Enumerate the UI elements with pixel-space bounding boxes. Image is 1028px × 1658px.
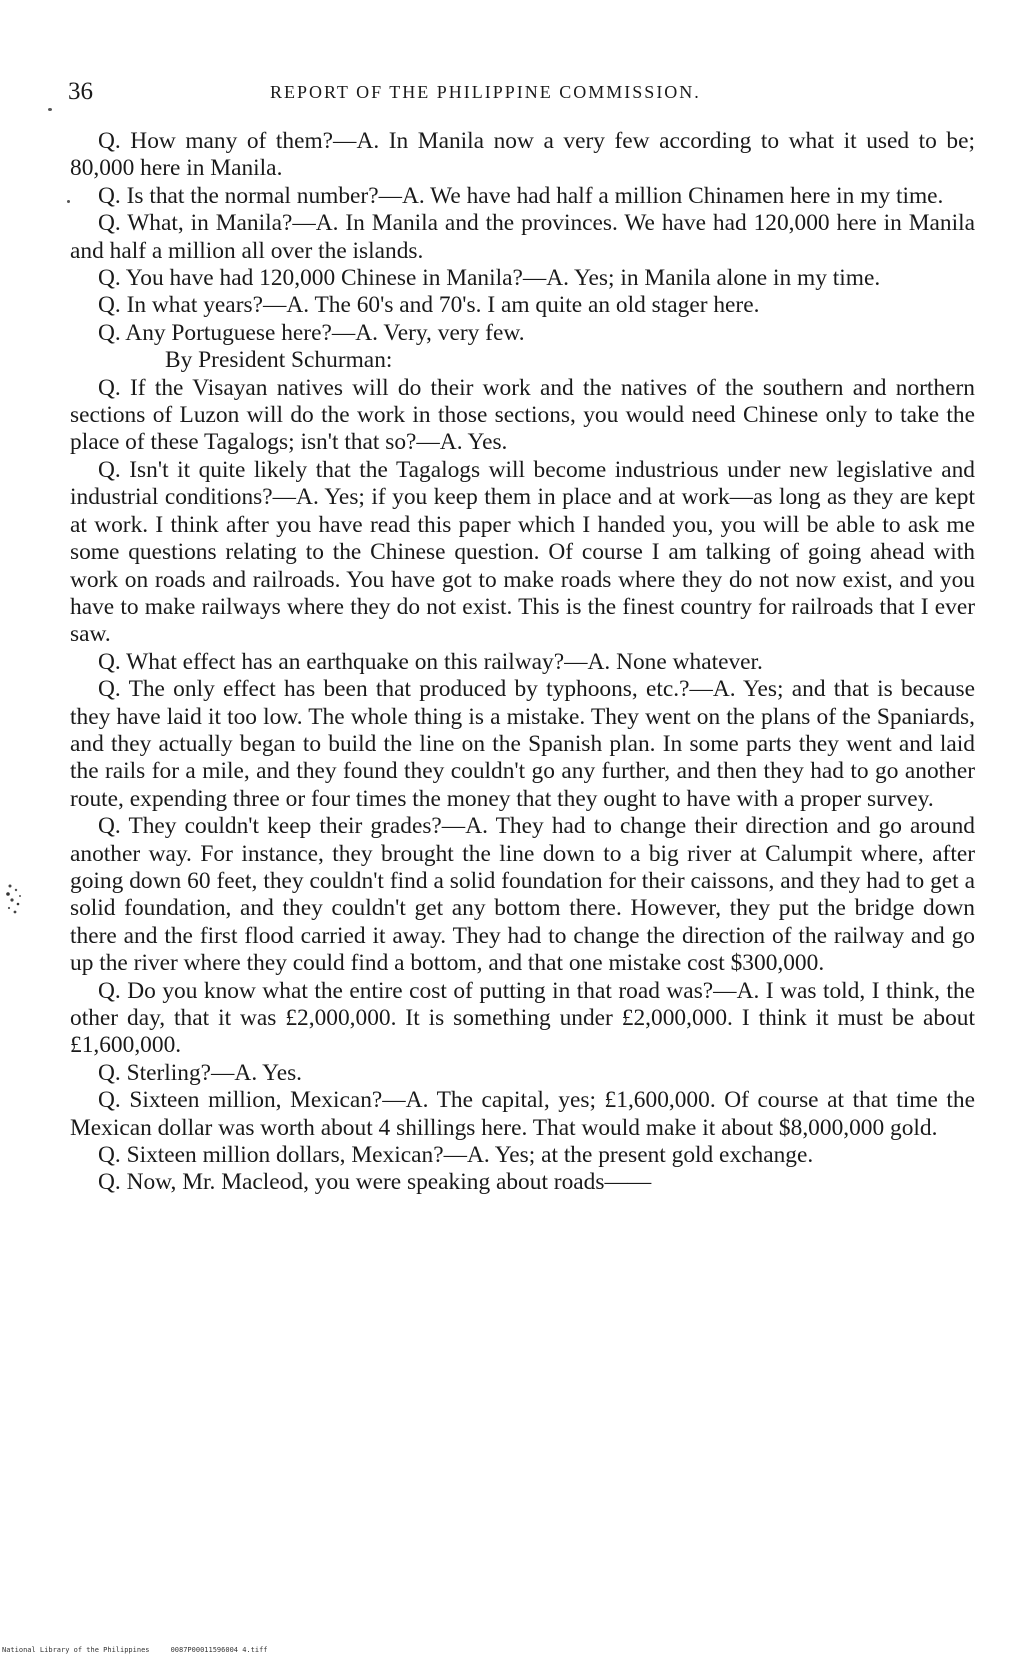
testimony-paragraph-2: Q. Is that the normal number?—A. We have had half a million Chinamen here in my time. <box>98 182 944 209</box>
testimony-paragraph-9: Q. Isn't it quite likely that the Tagalogs will become industrious under new legislative and industrial conditions?—A. Yes; if you keep them in place and at work—as long as they are kept at work. I think after you have read this paper which I handed you, you will be able to ask me some questions relating to the Chinese question. Of course I am talking of going ahead with work on roads and railroads. You have got to make roads where they do not now exist, and you have to make railways where they do not exist. This is the finest country for railroads that I ever saw. <box>70 456 975 648</box>
stray-dot-mark <box>67 200 70 203</box>
testimony-paragraph-6: Q. Any Portuguese here?—A. Very, very few. <box>98 319 525 346</box>
testimony-paragraph-8: Q. If the Visayan natives will do their work and the natives of the southern and northern sections of Luzon will do the work in those sections, you would need Chinese only to take the place of these Tagalogs; isn't that so?—A. Yes. <box>70 374 975 456</box>
testimony-paragraph-10: Q. What effect has an earthquake on this railway?—A. None whatever. <box>98 648 763 675</box>
running-head: REPORT OF THE PHILIPPINE COMMISSION. <box>270 82 701 102</box>
testimony-paragraph-11: Q. The only effect has been that produced by typhoons, etc.?—A. Yes; and that is because they have laid it too low. The whole thing is a mistake. They went on the plans of the Spaniards, and they actually began to build the line on the Spanish plan. In some parts they went and laid the rails for a mile, and they found they couldn't go any further, and then they had to go another route, expending three or four times the money that they ought to have with a proper survey. <box>70 676 975 812</box>
testimony-paragraph-3: Q. What, in Manila?—A. In Manila and the provinces. We have had 120,000 here in Manila and half a million all over the islands. <box>70 210 975 264</box>
testimony-body <box>70 128 975 1197</box>
testimony-paragraph-5: Q. In what years?—A. The 60's and 70's. I am quite an old stager here. <box>98 292 760 319</box>
stray-dot-mark <box>48 108 52 111</box>
testimony-paragraph-13: Q. Do you know what the entire cost of putting in that road was?—A. I was told, I think, the other day, that it was £2,000,000. It is something under £2,000,000. I think it must be about £1,600,000. <box>70 977 975 1059</box>
testimony-paragraph-16: Q. Sixteen million dollars, Mexican?—A. Yes; at the present gold exchange. <box>98 1142 814 1169</box>
scan-source-footer: National Library of the Philippines 0087P00011596004 4.tiff <box>2 1646 268 1654</box>
testimony-paragraph-14: Q. Sterling?—A. Yes. <box>98 1059 303 1086</box>
examiner-heading: By President Schurman: <box>165 347 393 374</box>
page-header <box>50 78 990 112</box>
page-number: 36 <box>68 78 93 105</box>
testimony-paragraph-1: Q. How many of them?—A. In Manila now a very few according to what it used to be; 80,000 here in Manila. <box>70 128 975 182</box>
testimony-paragraph-17: Q. Now, Mr. Macleod, you were speaking about roads—— <box>98 1169 652 1196</box>
testimony-paragraph-12: Q. They couldn't keep their grades?—A. They had to change their direction and go around another way. For instance, they brought the line down to a big river at Calumpit where, after going down 60 feet, they couldn't find a solid foundation for their caissons, and they had to get a solid foundation, and they couldn't get any bottom there. However, they put the bridge down there and the first flood carried it away. They had to change the direction of the railway and go up the river where they could find a bottom, and that one mistake cost $300,000. <box>70 813 975 977</box>
testimony-paragraph-4: Q. You have had 120,000 Chinese in Manila?—A. Yes; in Manila alone in my time. <box>98 265 881 292</box>
margin-speckle-mark <box>2 880 28 920</box>
testimony-paragraph-15: Q. Sixteen million, Mexican?—A. The capital, yes; £1,600,000. Of course at that time the Mexican dollar was worth about 4 shillings here. That would make it about $8,000,000 gold. <box>70 1087 975 1141</box>
